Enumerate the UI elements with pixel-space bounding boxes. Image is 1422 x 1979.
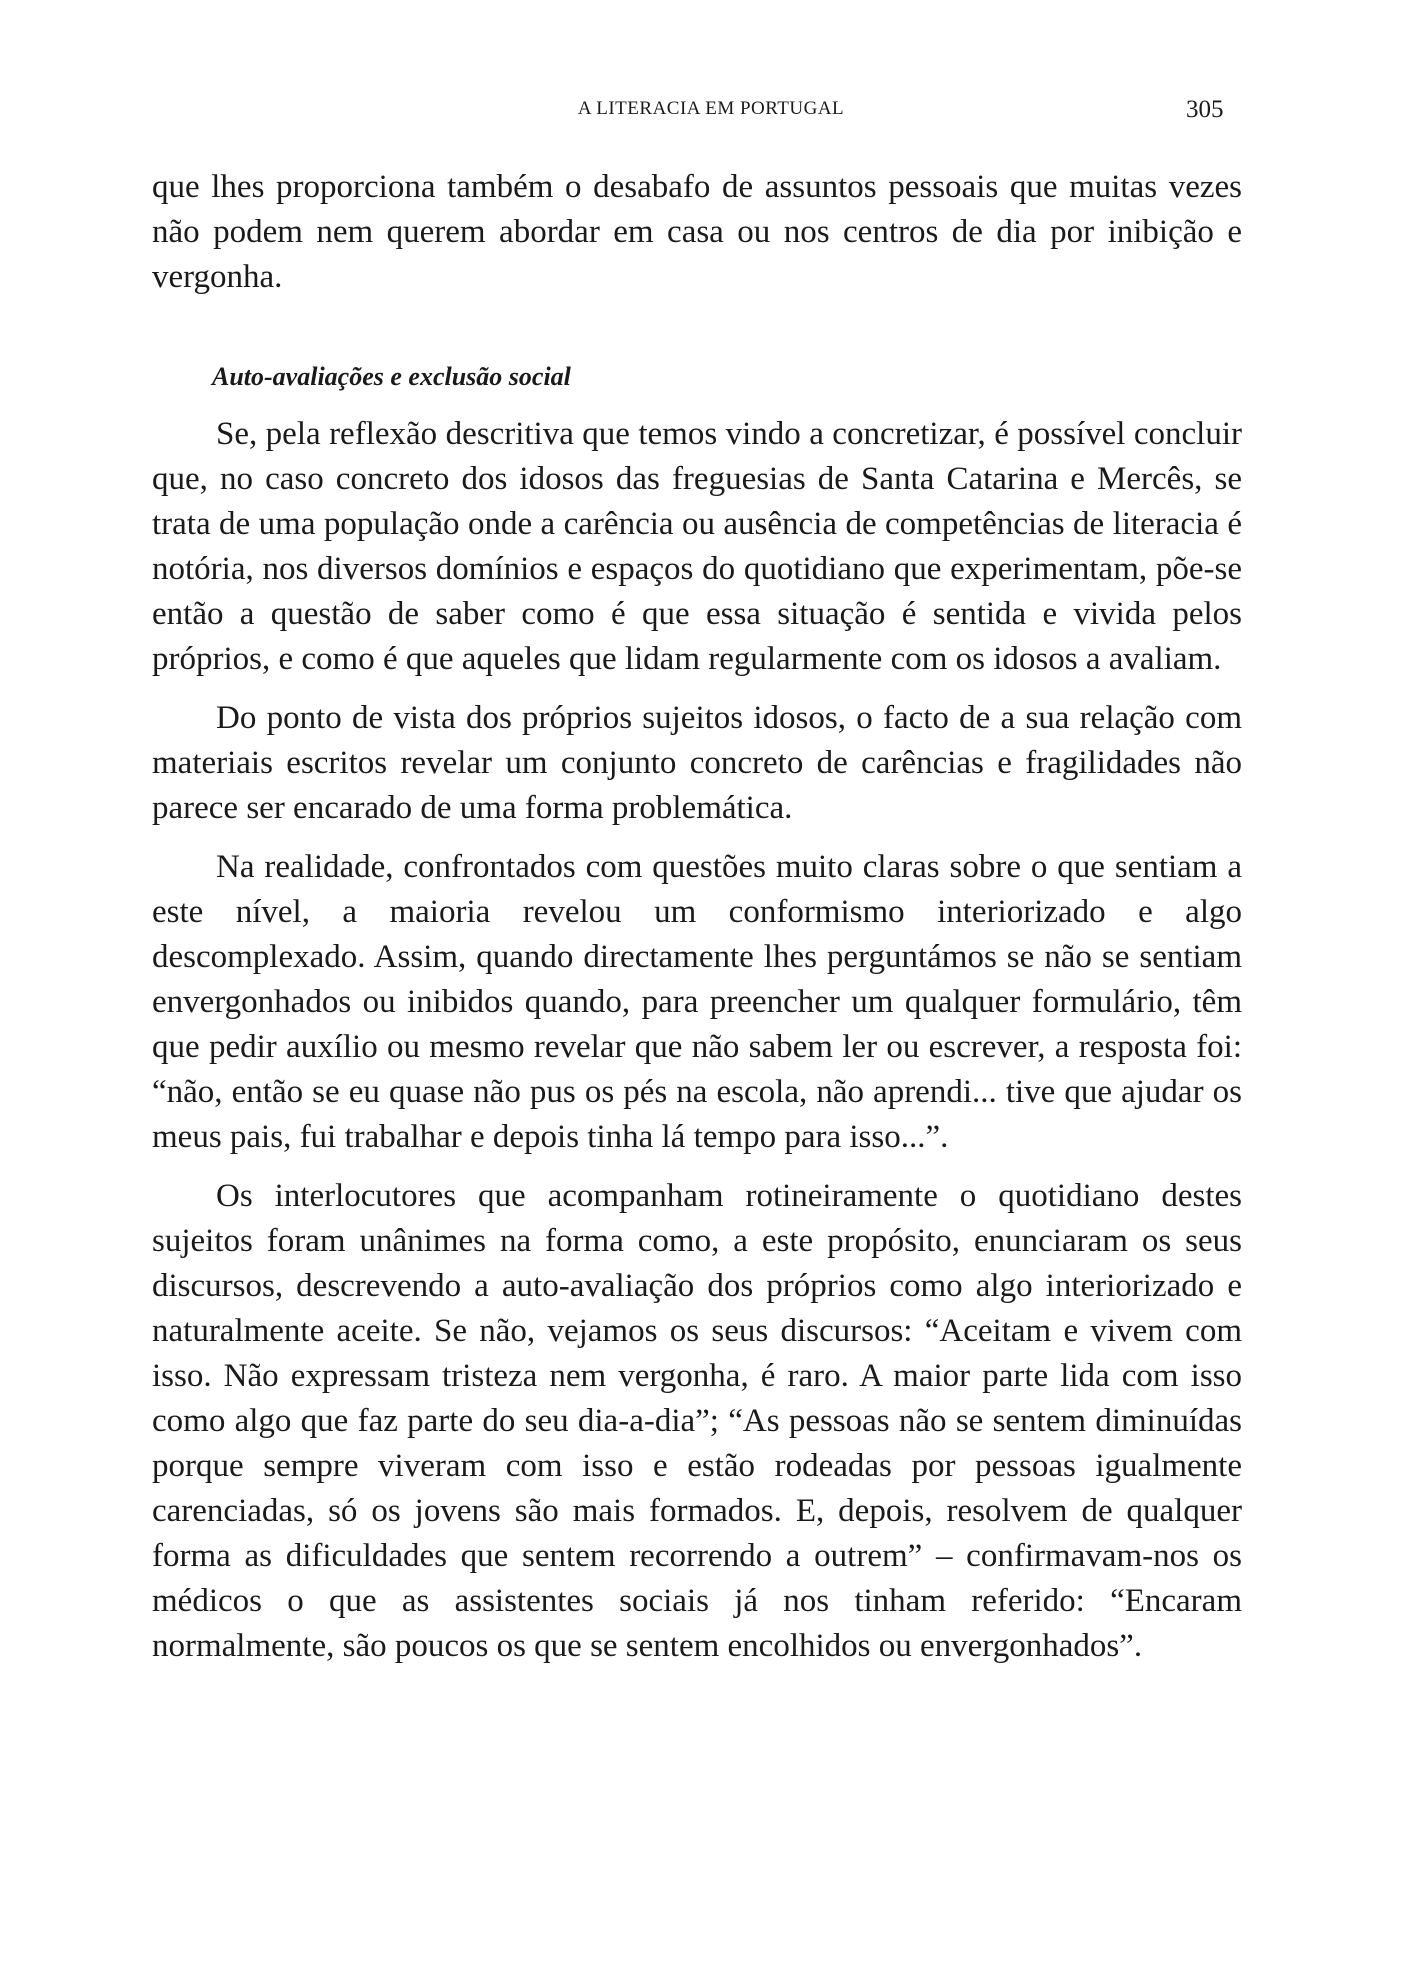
page-number: 305 <box>1186 96 1224 123</box>
running-header <box>0 96 1422 126</box>
body-text <box>152 165 1242 1683</box>
paragraph: Do ponto de vista dos próprios sujeitos idosos, o facto de a sua relação com materiais escritos revelar um conjunto concreto de carências e fragilidades não parece ser encarado de uma forma problemática. <box>152 700 1242 826</box>
section-heading: Auto-avaliações e exclusão social <box>212 362 571 391</box>
paragraph-continued: que lhes proporciona também o desabafo de assuntos pessoais que muitas vezes não podem nem querem abordar em casa ou nos centros de dia por inibição e vergonha. <box>152 169 1242 295</box>
paragraph: Na realidade, confrontados com questões muito claras sobre o que sentiam a este nível, a maioria revelou um conformismo interiorizado e algo descomplexado. Assim, quando directamente lhes perguntámos se não se sentiam envergonhados ou inibidos quando, para preencher um qualquer formulário, têm que pedir auxílio ou mesmo revelar que não sabem ler ou escrever, a resposta foi: “não, então se eu quase não pus os pés na escola, não aprendi... tive que ajudar os meus pais, fui trabalhar e depois tinha lá tempo para isso...”. <box>152 849 1242 1155</box>
paragraph: Se, pela reflexão descritiva que temos vindo a concretizar, é possível concluir que, no caso concreto dos idosos das freguesias de Santa Catarina e Mercês, se trata de uma população onde a carência ou ausência de competências de literacia é notória, nos diversos domínios e espaços do quotidiano que experimentam, põe-se então a questão de saber como é que essa situação é sentida e vivida pelos próprios, e como é que aqueles que lidam regularmente com os idosos a avaliam. <box>152 416 1242 677</box>
paragraph: Os interlocutores que acompanham rotineiramente o quotidiano destes sujeitos foram unânimes na forma como, a este propósito, enunciaram os seus discursos, descrevendo a auto-avaliação dos próprios como algo interiorizado e naturalmente aceite. Se não, vejamos os seus discursos: “Aceitam e vivem com isso. Não expressam tristeza nem vergonha, é raro. A maior parte lida com isso como algo que faz parte do seu dia-a-dia”; “As pessoas não se sentem diminuídas porque sempre viveram com isso e estão rodeadas por pessoas igualmente carenciadas, só os jovens são mais formados. E, depois, resolvem de qualquer forma as dificuldades que sentem recorrendo a outrem” – confirmavam-nos os médicos o que as assistentes sociais já nos tinham referido: “Encaram normalmente, são poucos os que se sentem encolhidos ou envergonhados”. <box>152 1178 1242 1664</box>
running-title: A LITERACIA EM PORTUGAL <box>577 98 845 119</box>
